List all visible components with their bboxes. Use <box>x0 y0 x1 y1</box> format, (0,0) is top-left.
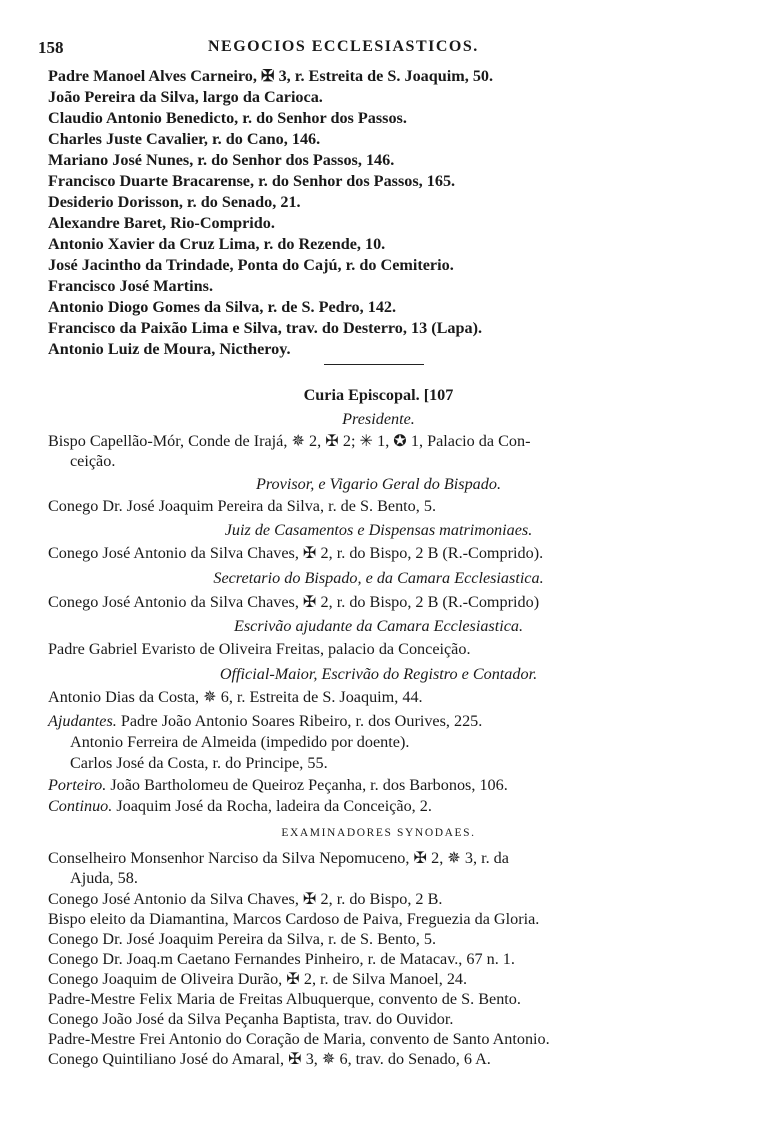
porteiro-label: Porteiro. <box>48 776 107 794</box>
role-heading: Presidente. <box>342 410 415 428</box>
ajudantes-label: Ajudantes. <box>48 712 117 730</box>
entry-line: Conselheiro Monsenhor Narciso da Silva Nepomuceno, ✠ 2, ✵ 3, r. da <box>48 849 509 867</box>
porteiro-text: João Bartholomeu de Queiroz Peçanha, r. dos Barbonos, 106. <box>110 776 508 794</box>
role-heading: Juiz de Casamentos e Dispensas matrimoniaes. <box>224 521 533 539</box>
role-heading: Official-Maior, Escrivão do Registro e Contador. <box>219 665 538 683</box>
list-item: Desiderio Dorisson, r. do Senado, 21. <box>48 193 301 211</box>
list-item: José Jacintho da Trindade, Ponta do Cajú, r. do Cemiterio. <box>48 256 454 274</box>
entry-line <box>48 796 432 816</box>
entry-line: Bispo Capellão-Mór, Conde de Irajá, ✵ 2, ✠ 2; ✳ 1, ✪ 1, Palacio da Con- <box>48 432 531 450</box>
entry-line: Conego Dr. José Joaquim Pereira da Silva, r. de S. Bento, 5. <box>48 930 437 948</box>
entry-line: Ajuda, 58. <box>70 869 138 887</box>
entry-line: Carlos José da Costa, r. do Principe, 55. <box>70 754 328 772</box>
entry-line: Antonio Dias da Costa, ✵ 6, r. Estreita de S. Joaquim, 44. <box>48 688 423 706</box>
list-item: Alexandre Baret, Rio-Comprido. <box>48 214 275 232</box>
entry-line: Padre-Mestre Frei Antonio do Coração de Maria, convento de Santo Antonio. <box>48 1030 550 1048</box>
list-item: Antonio Xavier da Cruz Lima, r. do Rezende, 10. <box>48 235 386 253</box>
list-item: Antonio Diogo Gomes da Silva, r. de S. Pedro, 142. <box>48 298 397 316</box>
role-heading: Provisor, e Vigario Geral do Bispado. <box>255 475 502 493</box>
entry-line: Conego Dr. José Joaquim Pereira da Silva, r. de S. Bento, 5. <box>48 497 437 515</box>
list-item: Francisco da Paixão Lima e Silva, trav. do Desterro, 13 (Lapa). <box>48 319 483 337</box>
list-item: Francisco Duarte Bracarense, r. do Senhor dos Passos, 165. <box>48 172 456 190</box>
entry-line: Padre Gabriel Evaristo de Oliveira Freitas, palacio da Conceição. <box>48 640 471 658</box>
entry-line: Bispo eleito da Diamantina, Marcos Cardoso de Paiva, Freguezia da Gloria. <box>48 910 540 928</box>
continuo-label: Continuo. <box>48 797 113 815</box>
page-header <box>38 38 598 62</box>
entry-line: Conego José Antonio da Silva Chaves, ✠ 2, r. do Bispo, 2 B (R.-Comprido) <box>48 593 540 611</box>
ajudantes-text: Padre João Antonio Soares Ribeiro, r. dos Ourives, 225. <box>120 712 483 730</box>
list-item: Antonio Luiz de Moura, Nictheroy. <box>48 340 291 358</box>
role-heading: Secretario do Bispado, e da Camara Ecclesiastica. <box>213 569 544 587</box>
subsection-heading: EXAMINADORES SYNODAES. <box>281 827 476 839</box>
entry-line: Antonio Ferreira de Almeida (impedido por doente). <box>70 733 410 751</box>
entry-line: Conego Joaquim de Oliveira Durão, ✠ 2, r. de Silva Manoel, 24. <box>48 970 468 988</box>
list-item: Padre Manoel Alves Carneiro, ✠ 3, r. Estreita de S. Joaquim, 50. <box>48 67 494 85</box>
list-item: Charles Juste Cavalier, r. do Cano, 146. <box>48 130 321 148</box>
entry-line: ceição. <box>70 452 116 470</box>
entry-line: Conego José Antonio da Silva Chaves, ✠ 2, r. do Bispo, 2 B (R.-Comprido). <box>48 544 544 562</box>
list-item: Claudio Antonio Benedicto, r. do Senhor dos Passos. <box>48 109 407 127</box>
entry-line: Padre-Mestre Felix Maria de Freitas Albuquerque, convento de S. Bento. <box>48 990 521 1008</box>
list-item: João Pereira da Silva, largo da Carioca. <box>48 88 323 106</box>
entry-line: Conego José Antonio da Silva Chaves, ✠ 2, r. do Bispo, 2 B. <box>48 890 443 908</box>
entry-line: Conego Quintiliano José do Amaral, ✠ 3, ✵ 6, trav. do Senado, 6 A. <box>48 1050 491 1068</box>
section-divider <box>324 364 424 365</box>
continuo-text: Joaquim José da Rocha, ladeira da Conceição, 2. <box>116 797 432 815</box>
section-title: Curia Episcopal. [107 <box>303 386 454 404</box>
list-item: Francisco José Martins. <box>48 277 213 295</box>
entry-line: Conego João José da Silva Peçanha Baptista, trav. do Ouvidor. <box>48 1010 454 1028</box>
page-number: 158 <box>38 38 64 57</box>
running-title: NEGOCIOS ECCLESIASTICOS. <box>208 38 479 55</box>
entry-line: Conego Dr. Joaq.m Caetano Fernandes Pinheiro, r. de Matacav., 67 n. 1. <box>48 950 515 968</box>
list-item: Mariano José Nunes, r. do Senhor dos Passos, 146. <box>48 151 395 169</box>
entry-line <box>48 711 482 731</box>
entry-line <box>48 775 508 795</box>
role-heading: Escrivão ajudante da Camara Ecclesiastica. <box>233 617 524 635</box>
